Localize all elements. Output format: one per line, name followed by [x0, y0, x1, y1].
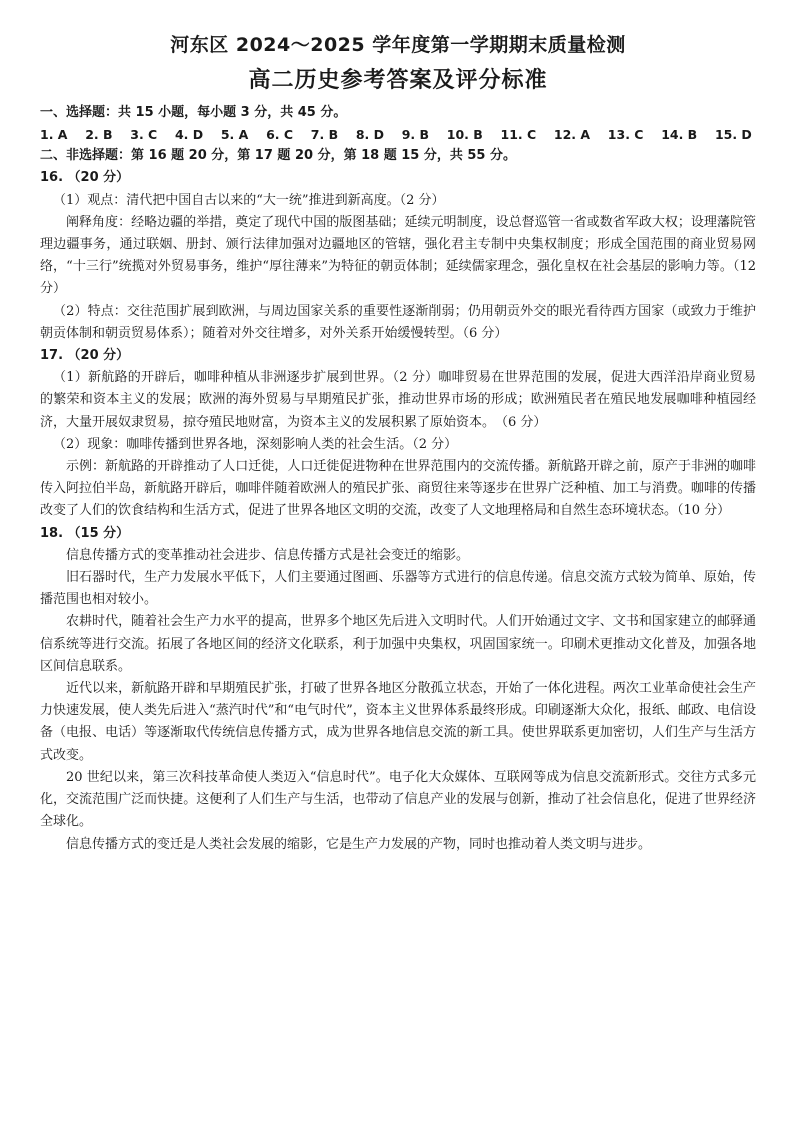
answer-item: 1. A: [40, 127, 68, 143]
answer-item: 8. D: [355, 127, 384, 143]
answer-item: 2. B: [85, 127, 113, 143]
question-16-part2: （2）特点：交往范围扩展到欧洲，与周边国家关系的重要性逐渐削弱；仍用朝贡外交的眼光看待西方国家（或致力于维护朝贡体制和朝贡贸易体系）；随着对外交往增多，对外关系开始缓慢转型。（6 分）: [40, 303, 756, 341]
section-essay-heading: 二、非选择题：第 16 题 20 分，第 17 题 20 分，第 18 题 15 分，共 55 分。: [40, 148, 516, 164]
question-16-part1: （1）观点：清代把中国自古以来的“大一统”推进到新高度。（2 分）: [53, 192, 445, 208]
answer-item: 7. B: [310, 127, 339, 143]
question-16-label: 16. （20 分）: [40, 170, 130, 186]
question-18-conclusion: 信息传播方式的变迁是人类社会发展的缩影，它是生产力发展的产物，同时也推动着人类文明与进步。: [66, 836, 652, 852]
answer-item: 15. D: [714, 127, 752, 143]
answer-item: 11. C: [500, 127, 537, 143]
answer-item: 10. B: [446, 127, 483, 143]
question-18-thesis: 信息传播方式的变革推动社会进步、信息传播方式是社会变迁的缩影。: [66, 547, 470, 563]
answer-item: 13. C: [607, 127, 644, 143]
answer-item: 4. D: [174, 127, 204, 143]
question-18-label: 18. （15 分）: [40, 525, 130, 541]
question-18-agrarian: 农耕时代，随着社会生产力水平的提高，世界多个地区先后进入文明时代。人们开始通过文字、文书和国家建立的邮驿通信系统等进行交流。拓展了各地区间的经济文化联系，利于加强中央集权，巩固国家统一。印刷术更推动文化普及，加强各地区间信息联系。: [40, 614, 756, 674]
document-title: 河东区 2024～2025 学年度第一学期期末质量检测: [170, 34, 626, 56]
answer-item: 5. A: [220, 127, 249, 143]
answer-item: 12. A: [553, 127, 591, 143]
question-17-part2: （2）现象：咖啡传播到世界各地，深刻影响人类的社会生活。（2 分）: [53, 436, 458, 452]
question-18-20th-century: 20 世纪以来，第三次科技革命使人类迈入“信息时代”。电子化大众媒体、互联网等成为信息交流新形式。交往方式多元化，交流范围广泛而快捷。这便利了人们生产与生活，也带动了信息产业的发展与创新，推动了社会信息化，促进了世界经济全球化。: [40, 769, 756, 830]
answer-item: 3. C: [130, 127, 158, 143]
question-17-example: 示例：新航路的开辟推动了人口迁徙，人口迁徙促进物种在世界范围内的交流传播。新航路开辟之前，原产于非洲的咖啡传入阿拉伯半岛，新航路开辟后，咖啡伴随着欧洲人的殖民扩张、商贸往来等逐步在世界广泛种植、加工与消费。咖啡的传播改变了人们的饮食结构和生活方式，促进了世界各地区文明的交流，改变了人文地理格局和自然生态环境状态。（10 分）: [40, 459, 756, 519]
section-choice-heading: 一、选择题：共 15 小题，每小题 3 分，共 45 分。: [40, 105, 347, 120]
answer-item: 14. B: [661, 127, 698, 143]
question-18-modern: 近代以来，新航路开辟和早期殖民扩张，打破了世界各地区分散孤立状态，开始了一体化进程。两次工业革命使社会生产力快速发展，使人类先后进入“蒸汽时代”和“电气时代”，资本主义世界体系最终形成。印刷逐渐大众化，报纸、邮政、电信设备（电报、电话）等逐渐取代传统信息传播方式，成为世界各地信息交流的新工具。使世界联系更加密切，人们生产与生活方式改变。: [40, 681, 756, 763]
choice-answer-key: [40, 124, 756, 145]
question-17-part1: （1）新航路的开辟后，咖啡种植从非洲逐步扩展到世界。（2 分）咖啡贸易在世界范围的发展，促进大西洋沿岸商业贸易的繁荣和资本主义的发展；欧洲的海外贸易与早期殖民扩张，推动世界市场的形成；欧洲殖民者在殖民地发展咖啡种植园经济，大量开展奴隶贸易，掠夺殖民地财富，为资本主义的发展积累了原始资本。 （6 分）: [40, 370, 756, 430]
answer-item: 6. C: [266, 127, 294, 143]
question-16-part1-explanation: 阐释角度：经略边疆的举措，奠定了现代中国的版图基础；延续元明制度，设总督巡管一省或数省军政大权；设理藩院管理边疆事务，通过联姻、册封、颁行法律加强对边疆地区的管辖，强化君主专制中央集权制度；形成全国范围的商业贸易网络，“十三行”统揽对外贸易事务，维护“厚往薄来”为特征的朝贡体制；延续儒家理念，强化皇权在社会基层的影响力等。（12 分）: [40, 214, 756, 297]
document-subtitle: 高二历史参考答案及评分标准: [248, 68, 548, 93]
question-18-paleolithic: 旧石器时代，生产力发展水平低下，人们主要通过图画、乐器等方式进行的信息传递。信息交流方式较为简单、原始，传播范围也相对较小。: [40, 570, 756, 608]
answer-item: 9. B: [401, 127, 430, 143]
question-17-label: 17. （20 分）: [40, 348, 130, 364]
